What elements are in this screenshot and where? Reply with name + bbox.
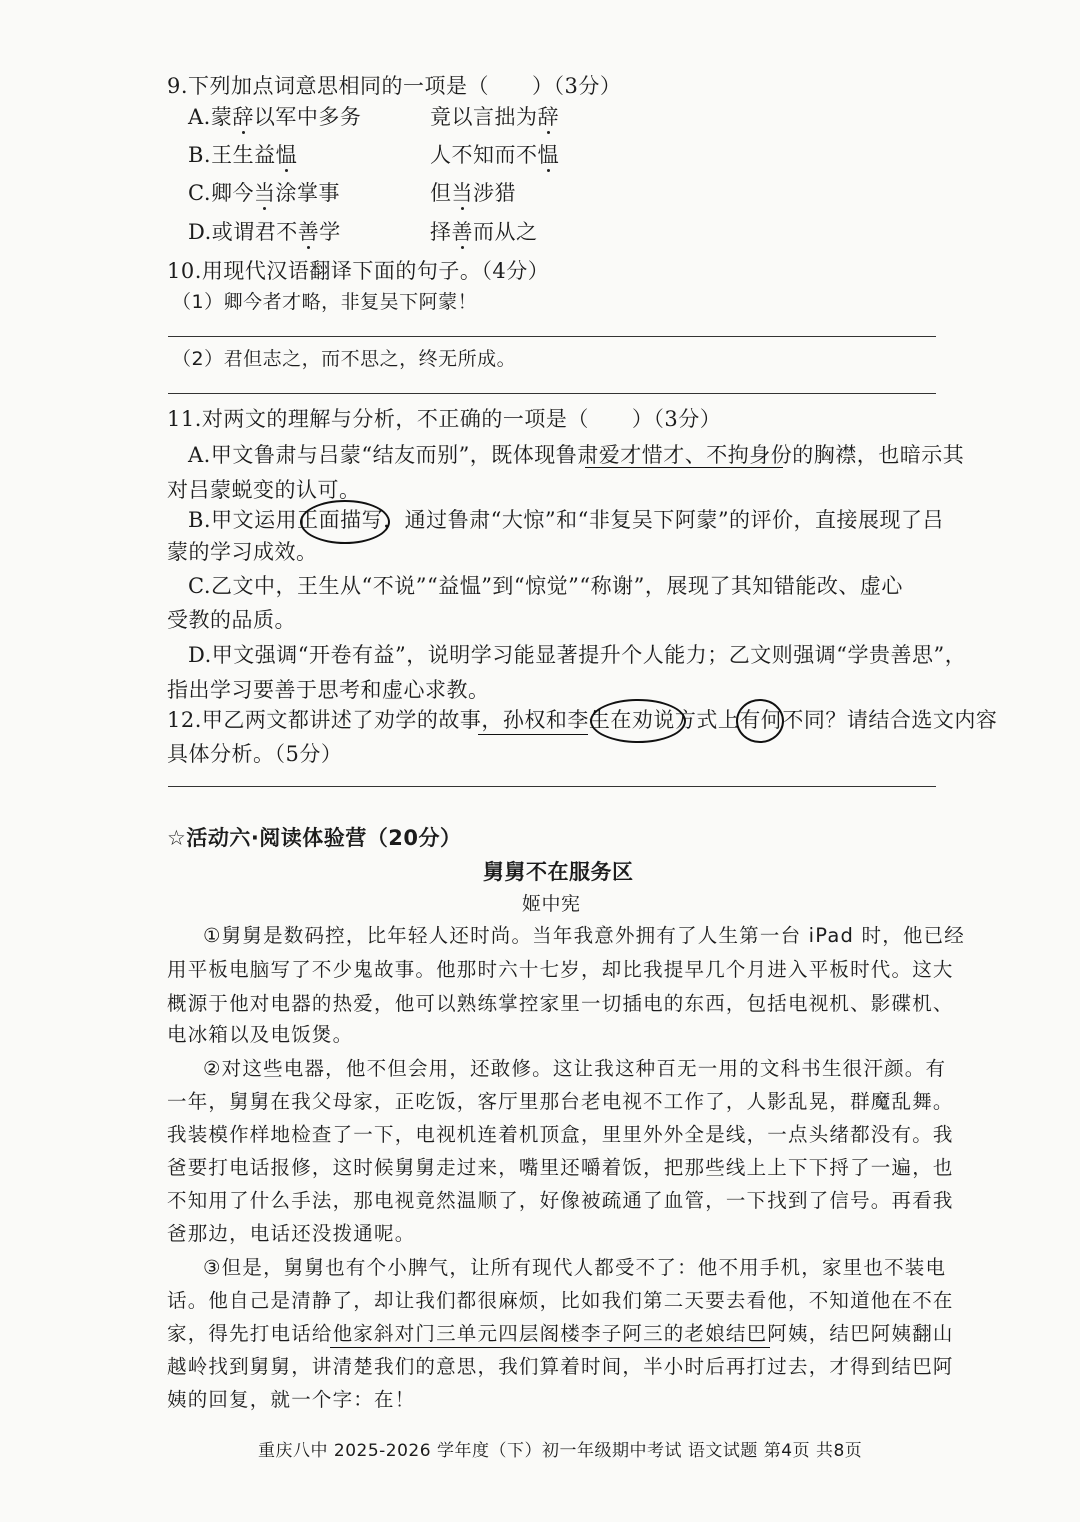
handwritten-circle: [736, 699, 784, 743]
story-line: 话。他自己是清静了，却让我们都很麻烦，比如我们第二天要去看他，不知道他在不在: [167, 1289, 954, 1312]
q9-option-b-right: 人不知而不愠: [430, 143, 559, 167]
story-line: ②对这些电器，他不但会用，还敢修。这让我这种百无一用的文科书生很汗颜。有: [203, 1057, 947, 1080]
story-line: 越岭找到舅舅，讲清楚我们的意思，我们算着时间，半小时后再打过去，才得到结巴阿: [167, 1355, 954, 1378]
q9-option-d-right: 择善而从之: [430, 220, 538, 244]
story-line: 我装模作样地检查了一下，电视机连着机顶盒，里里外外全是线，一点头绪都没有。我: [167, 1123, 954, 1146]
q11-line: C.乙文中，王生从“不说”“益愠”到“惊觉”“称谢”，展现了其知错能改、虚心: [188, 574, 903, 598]
section-heading: ☆活动六·阅读体验营（20分）: [167, 826, 462, 850]
q10-sentence-2: （2）君但志之，而不思之，终无所成。: [172, 348, 517, 370]
handwritten-underline: [330, 1347, 770, 1348]
article-title: 舅舅不在服务区: [483, 860, 634, 884]
q11-line: B.甲文运用正面描写，通过鲁肃“大惊”和“非复吴下阿蒙”的评价，直接展现了吕: [188, 508, 945, 532]
q12-line: 具体分析。（5分）: [167, 742, 343, 766]
page-footer: 重庆八中 2025-2026 学年度（下）初一年级期中考试 语文试题 第4页 共8页: [258, 1441, 863, 1461]
q9-option-a-right: 竟以言拙为辞: [430, 105, 559, 129]
story-line: 不知用了什么手法，那电视竟然温顺了，好像被疏通了血管，一下找到了信号。再看我: [167, 1189, 954, 1212]
answer-line: [168, 393, 936, 394]
answer-line: [168, 786, 936, 787]
q11-line: 受教的品质。: [167, 608, 296, 632]
story-line: 一年，舅舅在我父母家，正吃饭，客厅里那台老电视不工作了，人影乱晃，群魔乱舞。: [167, 1090, 954, 1113]
q11-line: 指出学习要善于思考和虚心求教。: [167, 678, 490, 702]
handwritten-circle: [300, 500, 390, 544]
q11-line: 对吕蒙蜕变的认可。: [167, 478, 361, 502]
story-line: 家，得先打电话给他家斜对门三单元四层阁楼李子阿三的老娘结巴阿姨，结巴阿姨翻山: [167, 1322, 954, 1345]
story-line: ③但是，舅舅也有个小脾气，让所有现代人都受不了：他不用手机，家里也不装电: [203, 1256, 947, 1279]
handwritten-underline: [585, 467, 783, 468]
q9-option-c-left: C.卿今当涂掌事: [188, 181, 340, 205]
article-author: 姬中宪: [522, 893, 581, 915]
story-line: 概源于他对电器的热爱，他可以熟练掌控家里一切插电的东西，包括电视机、影碟机、: [167, 992, 954, 1015]
story-line: 电冰箱以及电饭煲。: [167, 1023, 354, 1046]
answer-line: [168, 336, 936, 337]
q11-line: A.甲文鲁肃与吕蒙“结友而别”，既体现鲁肃爱才惜才、不拘身份的胸襟，也暗示其: [188, 443, 965, 467]
q11-stem: 11.对两文的理解与分析，不正确的一项是（ ）（3分）: [167, 407, 722, 431]
handwritten-underline: [478, 734, 588, 735]
q9-option-c-right: 但当涉猎: [430, 181, 516, 205]
q9-option-d-left: D.或谓君不善学: [188, 220, 341, 244]
story-line: 爸那边，电话还没拨通呢。: [167, 1222, 416, 1245]
q10-stem: 10.用现代汉语翻译下面的句子。（4分）: [167, 259, 550, 283]
q9-option-b-left: B.王生益愠: [188, 143, 298, 167]
q9-option-a-left: A.蒙辞以军中多务: [188, 105, 362, 129]
story-line: 用平板电脑写了不少鬼故事。他那时六十七岁，却比我提早几个月进入平板时代。这大: [167, 958, 954, 981]
q9-stem: 9.下列加点词意思相同的一项是（ ）（3分）: [167, 74, 622, 98]
handwritten-circle: [590, 699, 686, 743]
story-line: ①舅舅是数码控，比年轻人还时尚。当年我意外拥有了人生第一台 iPad 时，他已经: [203, 924, 966, 947]
story-line: 姨的回复，就一个字：在！: [167, 1388, 416, 1411]
story-line: 爸要打电话报修，这时候舅舅走过来，嘴里还嚼着饭，把那些线上上下下捋了一遍，也: [167, 1156, 954, 1179]
q12-line: 12.甲乙两文都讲述了劝学的故事，孙权和李生在劝说方式上有何不同？请结合选文内容: [167, 708, 998, 732]
q11-line: D.甲文强调“开卷有益”，说明学习能显著提升个人能力；乙文则强调“学贵善思”，: [188, 643, 967, 667]
q10-sentence-1: （1）卿今者才略，非复吴下阿蒙！: [172, 291, 478, 313]
q11-line: 蒙的学习成效。: [167, 540, 318, 564]
